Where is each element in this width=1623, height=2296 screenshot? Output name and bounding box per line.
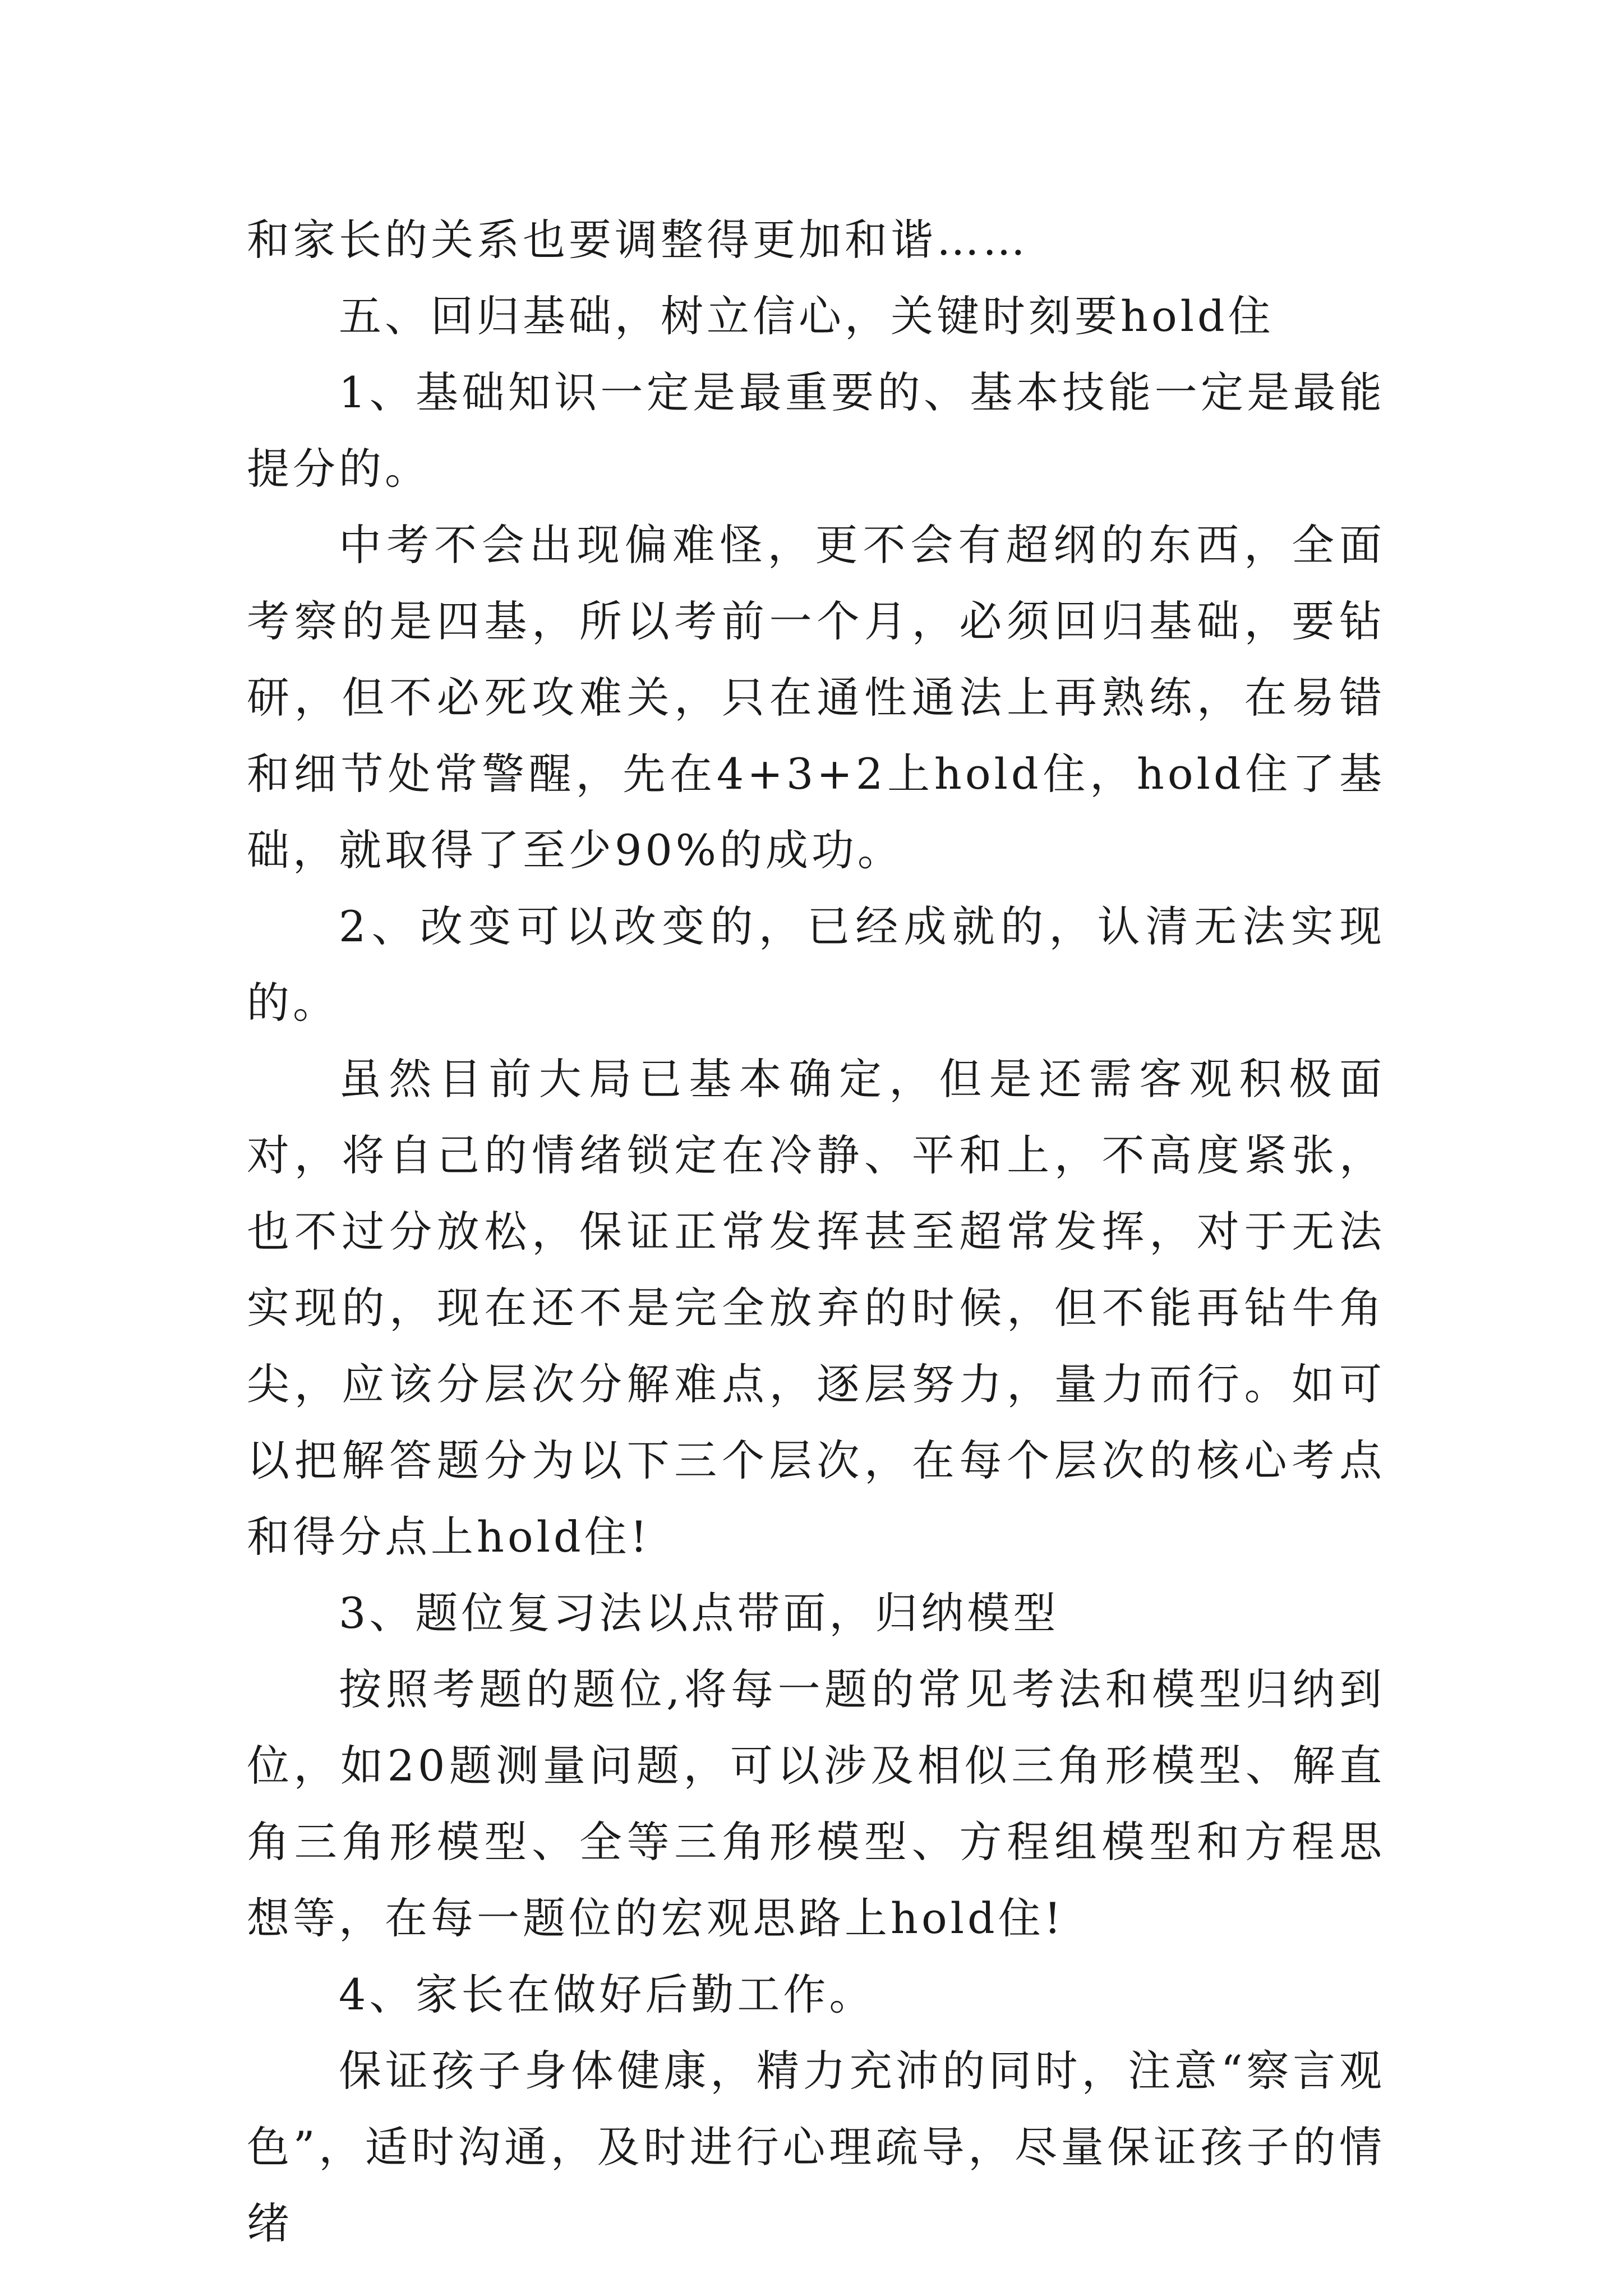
paragraph: 和家长的关系也要调整得更加和谐…… <box>247 215 1029 265</box>
paragraph: 按照考题的题位,将每一题的常见考法和模型归纳到位，如20题测量问题，可以涉及相似三角形模型、解直角三角形模型、全等三角形模型、方程组模型和方程思想等，在每一题位的宏观思路上hold住! <box>247 1664 1385 1943</box>
subheading-1: 1、基础知识一定是最重要的、基本技能一定是最能提分的。 <box>247 367 1385 494</box>
subheading-2: 2、改变可以改变的，已经成就的，认清无法实现的。 <box>247 901 1385 1028</box>
paragraph: 中考不会出现偏难怪，更不会有超纲的东西，全面考察的是四基，所以考前一个月，必须回归基础，要钻研，但不必死攻难关，只在通性通法上再熟练，在易错和细节处常警醒，先在4+3+2上hold住，hold住了基础，就取得了至少90%的成功。 <box>247 520 1385 875</box>
paragraph: 保证孩子身体健康，精力充沛的同时，注意“察言观色”，适时沟通，及时进行心理疏导，尽量保证孩子的情绪 <box>247 2046 1385 2248</box>
section-heading: 五、回归基础，树立信心，关键时刻要hold住 <box>339 291 1274 341</box>
subheading-4: 4、家长在做好后勤工作。 <box>339 1970 875 2019</box>
document-body <box>247 202 1385 2262</box>
paragraph: 虽然目前大局已基本确定，但是还需客观积极面对，将自己的情绪锁定在冷静、平和上，不高度紧张，也不过分放松，保证正常发挥甚至超常发挥，对于无法实现的，现在还不是完全放弃的时候，但不能再钻牛角尖，应该分层次分解难点，逐层努力，量力而行。如可以把解答题分为以下三个层次，在每个层次的核心考点和得分点上hold住! <box>247 1054 1385 1562</box>
subheading-3: 3、题位复习法以点带面，归纳模型 <box>339 1588 1059 1638</box>
